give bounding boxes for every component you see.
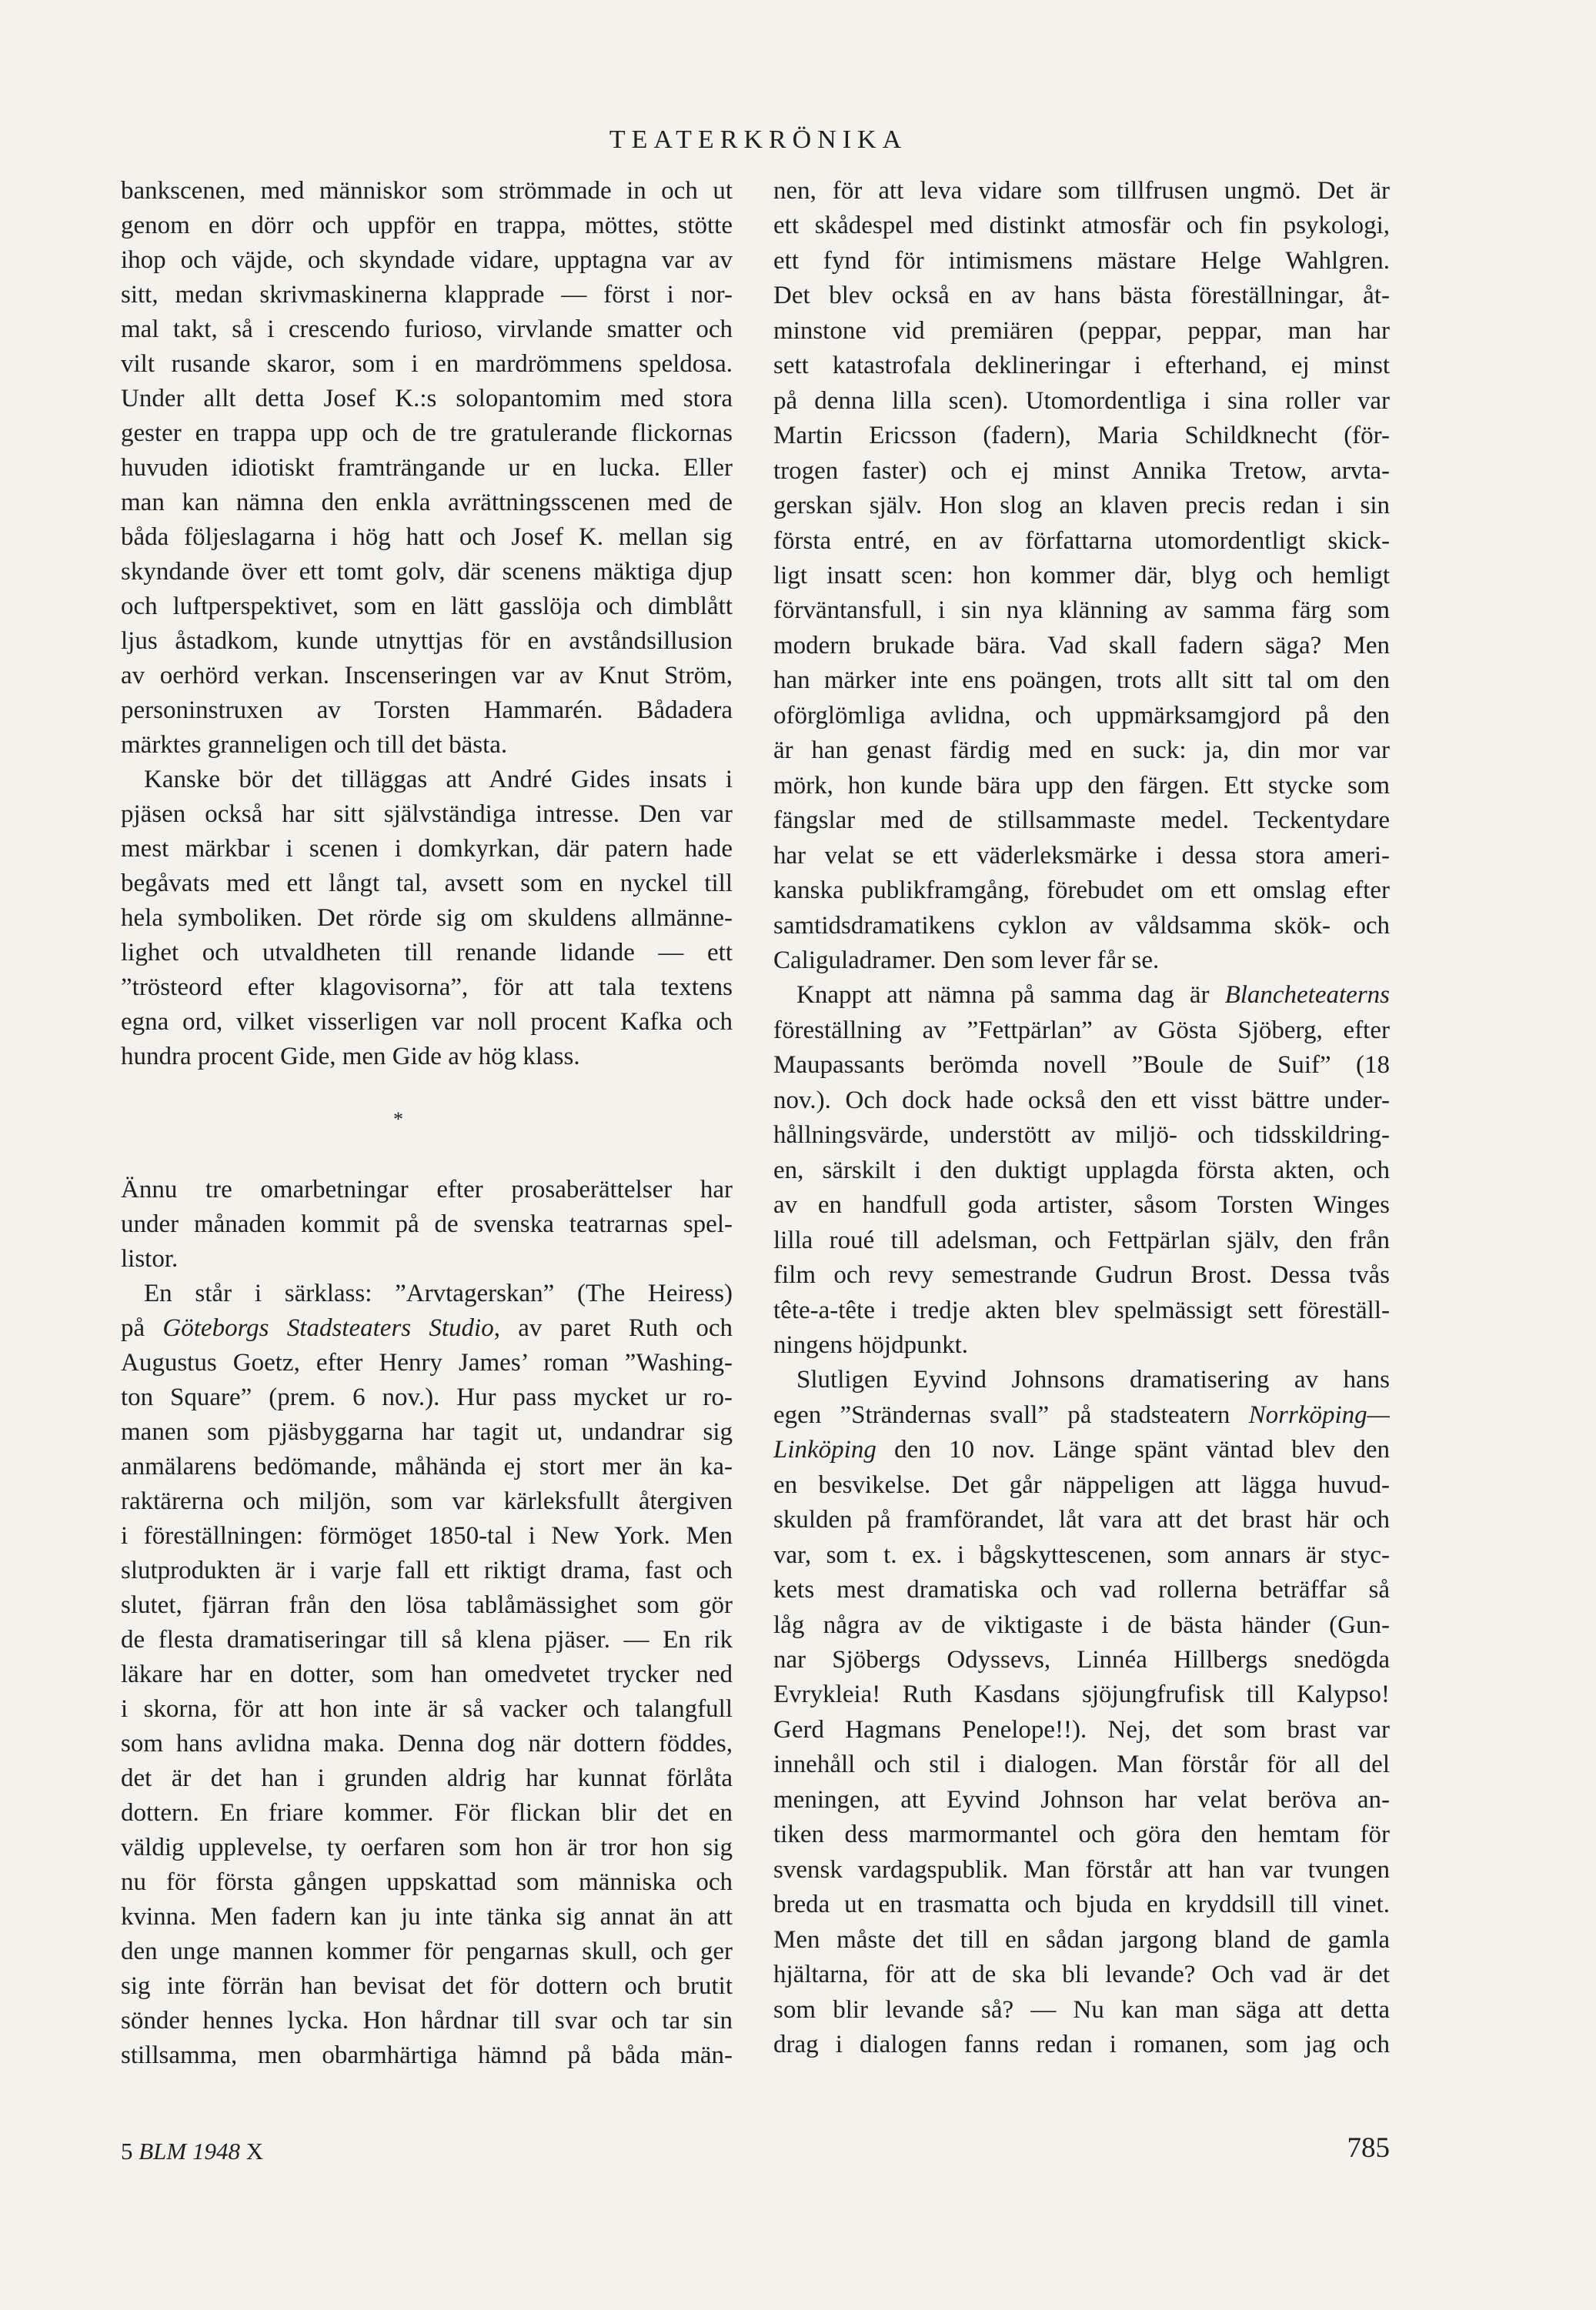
text-line bbox=[773, 769, 1390, 803]
text-line bbox=[121, 2038, 733, 2073]
text-run: film och revy semestrande Gudrun Brost. Dessa tvås bbox=[773, 1261, 1390, 1290]
text-run: Maupassants berömda novell ”Boule de Suif” (18 bbox=[773, 1051, 1390, 1080]
text-line bbox=[773, 1294, 1390, 1328]
text-line bbox=[121, 2004, 733, 2038]
text-run: raktärerna och miljön, som var kärleksfullt återgiven bbox=[121, 1487, 733, 1515]
text-line bbox=[121, 1173, 733, 1207]
text-line bbox=[773, 1363, 1390, 1397]
text-line bbox=[121, 763, 733, 797]
text-run: trogen faster) och ej minst Annika Tretow, arvta- bbox=[773, 456, 1390, 485]
text-run: den unge mannen kommer för pengarnas skull, och ger bbox=[121, 1938, 733, 1965]
text-line bbox=[773, 1398, 1390, 1433]
text-line bbox=[773, 1013, 1390, 1048]
text-line bbox=[773, 279, 1390, 313]
text-line bbox=[121, 1311, 733, 1346]
text-run: mest märkbar i scenen i domkyrkan, där patern hade bbox=[121, 835, 733, 863]
text-run: dottern. En friare kommer. För flickan blir det en bbox=[121, 1799, 733, 1827]
text-run: Men måste det till en sådan jargong bland de gamla bbox=[773, 1925, 1390, 1954]
text-run: Augustus Goetz, efter Henry James’ roman ”Washing- bbox=[121, 1349, 733, 1377]
text-line bbox=[121, 312, 733, 347]
text-run: hela symboliken. Det rörde sig om skuldens allmänne- bbox=[121, 904, 733, 932]
text-line bbox=[121, 1415, 733, 1450]
text-run: breda ut en trasmatta och bjuda en kryddsill till vinet. bbox=[773, 1891, 1390, 1919]
text-line bbox=[773, 489, 1390, 523]
section-break-asterisk: * bbox=[393, 1108, 403, 1130]
paragraph bbox=[121, 763, 733, 1074]
running-head: TEATERKRÖNIKA bbox=[609, 125, 908, 154]
text-run: ihop och väjde, och skyndade vidare, upptagna var av bbox=[121, 246, 733, 274]
text-run: vilt rusande skaror, som i en mardrömmens speldosa. bbox=[121, 350, 733, 378]
text-line bbox=[773, 1153, 1390, 1188]
text-line bbox=[773, 1258, 1390, 1293]
text-run: drag i dialogen fanns redan i romanen, som jag och bbox=[773, 2031, 1390, 2059]
text-run: märktes granneligen och till det bästa. bbox=[121, 731, 508, 759]
text-run: Kanske bör det tilläggas att André Gides insats i bbox=[144, 766, 733, 793]
text-run: tiken dess marmormantel och göra den hemtam för bbox=[773, 1821, 1390, 1849]
text-line bbox=[773, 803, 1390, 838]
text-line bbox=[773, 1993, 1390, 2028]
text-run: egna ord, vilket visserligen var noll procent Kafka och bbox=[121, 1008, 733, 1036]
text-line bbox=[121, 416, 733, 451]
text-line bbox=[773, 1223, 1390, 1258]
text-run: nar Sjöbergs Odyssevs, Linnéa Hillbergs snedögda bbox=[773, 1646, 1390, 1674]
text-line bbox=[773, 2028, 1390, 2062]
text-line bbox=[121, 1831, 733, 1865]
text-run: skulden på framförandet, låt vara att det brast här och bbox=[773, 1506, 1390, 1534]
text-run: innehåll och stil i dialogen. Man förstår för all del bbox=[773, 1751, 1390, 1779]
text-line bbox=[773, 1783, 1390, 1818]
text-run: väldig upplevelse, ty oerfaren som hon är tror hon sig bbox=[121, 1834, 733, 1861]
text-run: ”trösteord efter klagovisorna”, för att tala textens bbox=[121, 973, 733, 1001]
text-run: är han genast färdig med en suck: ja, din mor var bbox=[773, 736, 1390, 765]
text-line bbox=[773, 314, 1390, 349]
text-run: gester en trappa upp och de tre gratulerande flickornas bbox=[121, 419, 733, 447]
text-line bbox=[773, 1853, 1390, 1888]
text-run: listor. bbox=[121, 1245, 179, 1273]
text-run: Evrykleia! Ruth Kasdans sjöjungfrufisk till Kalypso! bbox=[773, 1681, 1390, 1709]
text-run: Ännu tre omarbetningar efter prosaberättelser har bbox=[121, 1176, 733, 1203]
text-run: Gerd Hagmans Penelope!!). Nej, det som brast var bbox=[773, 1715, 1390, 1744]
text-run: ton Square” (prem. 6 nov.). Hur pass mycket ur ro- bbox=[121, 1384, 733, 1411]
text-run: och luftperspektivet, som en lätt gasslöja och dimblått bbox=[121, 593, 733, 620]
text-line bbox=[773, 1538, 1390, 1573]
paragraph bbox=[773, 978, 1390, 1363]
text-line bbox=[773, 1958, 1390, 1992]
text-run: , av paret Ruth och bbox=[493, 1314, 733, 1342]
text-line bbox=[121, 555, 733, 589]
text-run: ett fynd för intimismens mästare Helge Wahlgren. bbox=[773, 246, 1390, 275]
signature-sheet: X bbox=[245, 2138, 264, 2165]
paragraph bbox=[773, 1363, 1390, 2062]
text-run: kvinna. Men fadern kan ju inte tänka sig annat än att bbox=[121, 1903, 733, 1931]
text-run: på denna lilla scen). Utomordentliga i sina roller var bbox=[773, 386, 1390, 415]
text-line bbox=[121, 243, 733, 278]
text-line bbox=[773, 559, 1390, 593]
text-run: ningens höjdpunkt. bbox=[773, 1330, 968, 1359]
text-line bbox=[121, 1040, 733, 1074]
text-line bbox=[773, 1468, 1390, 1503]
text-run: svensk vardagspublik. Man förstår att han var tvungen bbox=[773, 1855, 1390, 1884]
text-line bbox=[773, 454, 1390, 489]
text-run: under månaden kommit på de svenska teatrarnas spel- bbox=[121, 1210, 733, 1238]
text-run: båda följeslagarna i hög hatt och Josef K. mellan sig bbox=[121, 523, 733, 551]
left-column bbox=[121, 174, 733, 2073]
text-line bbox=[121, 1519, 733, 1554]
text-line bbox=[121, 797, 733, 832]
text-line bbox=[121, 1207, 733, 1242]
text-line bbox=[121, 1969, 733, 2004]
text-run: en, särskilt i den duktigt upplagda första akten, och bbox=[773, 1156, 1390, 1184]
text-run: en besvikelse. Det går näppeligen att lägga huvud- bbox=[773, 1470, 1390, 1499]
text-run: gerskan själv. Hon slog an klaven precis redan i sin bbox=[773, 492, 1390, 520]
text-run: mörk, hon kunde bära upp den färgen. Ett stycke som bbox=[773, 771, 1390, 799]
text-run: nen, för att leva vidare som tillfrusen ungmö. Det är bbox=[773, 177, 1390, 205]
signature-title: BLM 1948 bbox=[139, 2138, 240, 2165]
text-run: förväntansfull, i sin nya klänning av samma färg som bbox=[773, 596, 1390, 625]
text-run: hundra procent Gide, men Gide av hög klass. bbox=[121, 1043, 580, 1070]
text-run: de flesta dramatiseringar till så klena pjäser. — En rik bbox=[121, 1626, 733, 1654]
text-line bbox=[121, 520, 733, 555]
text-line bbox=[773, 873, 1390, 908]
text-line bbox=[121, 624, 733, 659]
text-line bbox=[773, 629, 1390, 663]
text-run: hjältarna, för att de ska bli levande? Och vad är det bbox=[773, 1961, 1390, 1989]
text-run: läkare har en dotter, som han omedvetet trycker ned bbox=[121, 1661, 733, 1688]
text-line bbox=[773, 1677, 1390, 1712]
text-run: ett skådespel med distinkt atmosfär och fin psykologi, bbox=[773, 212, 1390, 240]
text-line bbox=[773, 909, 1390, 943]
text-run: Det blev också en av hans bästa föreställningar, åt- bbox=[773, 282, 1390, 310]
text-line bbox=[773, 1503, 1390, 1537]
text-line bbox=[121, 589, 733, 624]
text-line bbox=[773, 419, 1390, 453]
text-line bbox=[773, 1083, 1390, 1118]
text-run: sitt, medan skrivmaskinerna klapprade — först i nor- bbox=[121, 281, 733, 309]
text-line bbox=[121, 1588, 733, 1623]
text-run: En står i särklass: ”Arvtagerskan” (The Heiress) bbox=[144, 1280, 733, 1307]
text-run: egen ”Strändernas svall” på stadsteatern bbox=[773, 1400, 1249, 1429]
text-run: personinstruxen av Torsten Hammarén. Bådadera bbox=[121, 696, 733, 724]
page-number: 785 bbox=[1347, 2132, 1390, 2164]
text-run: sett katastrofala deklineringar i efterhand, ej minst bbox=[773, 352, 1390, 380]
text-line bbox=[121, 1554, 733, 1588]
text-run: anmälarens bedömande, måhända ej stort mer än ka- bbox=[121, 1453, 733, 1480]
italic-text-run: Norrköping— bbox=[1248, 1400, 1390, 1429]
text-run: det är det han i grunden aldrig har kunnat förlåta bbox=[121, 1764, 733, 1792]
text-run: sönder hennes lycka. Hon hårdnar till svar och tar sin bbox=[121, 2007, 733, 2035]
text-run: slutet, fjärran från den lösa tablåmässighet som gör bbox=[121, 1591, 733, 1619]
text-run: som blir levande så? — Nu kan man säga att detta bbox=[773, 1995, 1390, 2024]
text-line bbox=[121, 1692, 733, 1727]
text-run: Caliguladramer. Den som lever får se. bbox=[773, 946, 1160, 974]
text-line bbox=[773, 593, 1390, 628]
text-run: slutprodukten är i varje fall ett riktigt drama, fast och bbox=[121, 1557, 733, 1584]
text-line bbox=[773, 1573, 1390, 1607]
text-line bbox=[773, 1118, 1390, 1153]
printer-signature-mark bbox=[121, 2135, 263, 2168]
text-run: kets mest dramatiska och vad rollerna beträffar så bbox=[773, 1576, 1390, 1604]
text-line bbox=[121, 209, 733, 243]
text-line bbox=[121, 1380, 733, 1415]
text-run: föreställning av ”Fettpärlan” av Gösta Sjöberg, efter bbox=[773, 1016, 1390, 1044]
text-line bbox=[121, 866, 733, 901]
text-run: huvuden idiotiskt framträngande ur en lucka. Eller bbox=[121, 454, 733, 482]
text-line bbox=[773, 663, 1390, 698]
text-run: begåvats med ett långt tal, avsett som en nyckel till bbox=[121, 870, 733, 897]
text-run: som hans avlidna maka. Denna dog när dottern föddes, bbox=[121, 1730, 733, 1758]
signature-number: 5 bbox=[121, 2138, 133, 2165]
text-line bbox=[121, 1277, 733, 1311]
text-line bbox=[121, 451, 733, 486]
text-line bbox=[121, 693, 733, 728]
text-run: han märker inte ens poängen, trots allt sitt tal om den bbox=[773, 666, 1390, 695]
italic-text-run: Blancheteaterns bbox=[1224, 981, 1390, 1010]
text-run: hållningsvärde, understött av miljö- och tidsskildring- bbox=[773, 1121, 1390, 1150]
text-run: genom en dörr och uppför en trappa, möttes, stötte bbox=[121, 212, 733, 239]
text-line bbox=[773, 1923, 1390, 1958]
text-line bbox=[121, 1346, 733, 1380]
text-line bbox=[773, 1048, 1390, 1083]
text-run: har velat se ett väderleksmärke i dessa stora ameri- bbox=[773, 841, 1390, 870]
text-run: modern brukade bära. Vad skall fadern säga? Men bbox=[773, 631, 1390, 659]
text-run: stillsamma, men obarmhärtiga hämnd på båda män- bbox=[121, 2041, 733, 2069]
text-run: lilla roué till adelsman, och Fettpärlan själv, den från bbox=[773, 1226, 1390, 1254]
text-line bbox=[773, 1888, 1390, 1922]
text-run: första entré, en av författarna utomordentligt skick- bbox=[773, 526, 1390, 555]
text-line bbox=[773, 174, 1390, 209]
text-run: manen som pjäsbyggarna har tagit ut, undandrar sig bbox=[121, 1418, 733, 1446]
text-run: nu för första gången uppskattad som människa och bbox=[121, 1868, 733, 1896]
text-run: lighet och utvaldheten till renande lidande — ett bbox=[121, 939, 733, 966]
text-run: var, som t. ex. i bågskyttescenen, som annars är styc- bbox=[773, 1541, 1390, 1569]
text-run: nov.). Och dock hade också den ett visst bättre under- bbox=[773, 1086, 1390, 1114]
text-run: minstone vid premiären (peppar, peppar, man har bbox=[773, 316, 1390, 345]
text-run: Knappt att nämna på samma dag är bbox=[796, 981, 1225, 1010]
text-line bbox=[773, 1608, 1390, 1643]
right-column bbox=[773, 174, 1390, 2062]
text-line bbox=[121, 1934, 733, 1969]
text-line bbox=[121, 1484, 733, 1519]
text-run: mal takt, så i crescendo furioso, virvlande smatter och bbox=[121, 315, 733, 343]
text-line bbox=[121, 1005, 733, 1040]
text-line bbox=[773, 384, 1390, 419]
text-line bbox=[121, 382, 733, 416]
text-line bbox=[773, 1643, 1390, 1677]
paragraph bbox=[121, 1277, 733, 2073]
text-line bbox=[773, 1713, 1390, 1748]
text-run: meningen, att Eyvind Johnson har velat beröva an- bbox=[773, 1785, 1390, 1814]
text-run: tête-a-tête i tredje akten blev spelmässigt sett föreställ- bbox=[773, 1296, 1390, 1324]
text-line bbox=[121, 1865, 733, 1900]
text-line bbox=[121, 1900, 733, 1934]
text-line bbox=[121, 174, 733, 209]
text-line bbox=[773, 943, 1390, 978]
text-line bbox=[773, 1818, 1390, 1852]
text-line bbox=[773, 839, 1390, 873]
text-run: den 10 nov. Länge spänt väntad blev den bbox=[876, 1436, 1390, 1464]
italic-text-run: Göteborgs Stadsteaters Studio bbox=[162, 1314, 494, 1342]
text-run: ligt insatt scen: hon kommer där, blyg och hemligt bbox=[773, 561, 1390, 589]
text-run: Under allt detta Josef K.:s solopantomim med stora bbox=[121, 385, 733, 412]
text-line bbox=[773, 1188, 1390, 1223]
paragraph bbox=[121, 1173, 733, 1277]
text-run: skyndande över ett tomt golv, där scenens mäktiga djup bbox=[121, 558, 733, 586]
text-run: kanska publikframgång, förebudet om ett omslag efter bbox=[773, 876, 1390, 905]
text-run: bankscenen, med människor som strömmade in och ut bbox=[121, 177, 733, 205]
text-line bbox=[121, 832, 733, 866]
text-line bbox=[773, 209, 1390, 243]
text-run: Slutligen Eyvind Johnsons dramatisering av hans bbox=[796, 1366, 1390, 1394]
text-line bbox=[121, 278, 733, 312]
text-run: oförglömliga avlidna, och uppmärksamgjord på den bbox=[773, 701, 1390, 729]
text-run: på bbox=[121, 1314, 163, 1342]
text-run: av en handfull goda artister, såsom Torsten Winges bbox=[773, 1191, 1390, 1220]
text-line bbox=[121, 486, 733, 520]
text-line bbox=[121, 1623, 733, 1657]
text-line bbox=[773, 1328, 1390, 1363]
text-line bbox=[121, 728, 733, 763]
paragraph bbox=[121, 174, 733, 763]
text-line bbox=[121, 1761, 733, 1796]
text-line bbox=[121, 901, 733, 936]
text-run: pjäsen också har sitt självständiga intresse. Den var bbox=[121, 800, 733, 828]
text-line bbox=[773, 1433, 1390, 1467]
text-line bbox=[773, 733, 1390, 768]
text-line bbox=[121, 1657, 733, 1692]
text-line bbox=[121, 659, 733, 693]
text-run: i skorna, för att hon inte är så vacker och talangfull bbox=[121, 1695, 733, 1723]
text-line bbox=[773, 699, 1390, 733]
text-run: sig inte förrän han bevisat det för dottern och brutit bbox=[121, 1972, 733, 2000]
text-line bbox=[121, 1242, 733, 1277]
text-run: Martin Ericsson (fadern), Maria Schildknecht (för- bbox=[773, 422, 1390, 450]
text-line bbox=[121, 1796, 733, 1831]
text-run: låg några av de viktigaste i de bästa händer (Gun- bbox=[773, 1611, 1390, 1639]
text-run: man kan nämna den enkla avrättningsscenen med de bbox=[121, 489, 733, 516]
text-line bbox=[121, 936, 733, 970]
text-line bbox=[121, 970, 733, 1005]
text-run: av oerhörd verkan. Inscenseringen var av Knut Ström, bbox=[121, 662, 733, 689]
text-line bbox=[773, 524, 1390, 559]
text-line bbox=[773, 349, 1390, 383]
italic-text-run: Linköping bbox=[773, 1436, 876, 1464]
text-line bbox=[121, 1450, 733, 1484]
text-line bbox=[121, 1727, 733, 1761]
text-line bbox=[773, 244, 1390, 279]
text-run: i föreställningen: förmöget 1850-tal i New York. Men bbox=[121, 1522, 733, 1550]
text-run: fängslar med de stillsammaste medel. Teckentydare bbox=[773, 806, 1390, 835]
text-line bbox=[121, 347, 733, 382]
text-run: ljus åstadkom, kunde utnyttjas för en avståndsillusion bbox=[121, 627, 733, 655]
text-line bbox=[773, 978, 1390, 1013]
paragraph bbox=[773, 174, 1390, 978]
text-run: samtidsdramatikens cyklon av våldsamma skök- och bbox=[773, 911, 1390, 940]
text-line bbox=[773, 1748, 1390, 1782]
